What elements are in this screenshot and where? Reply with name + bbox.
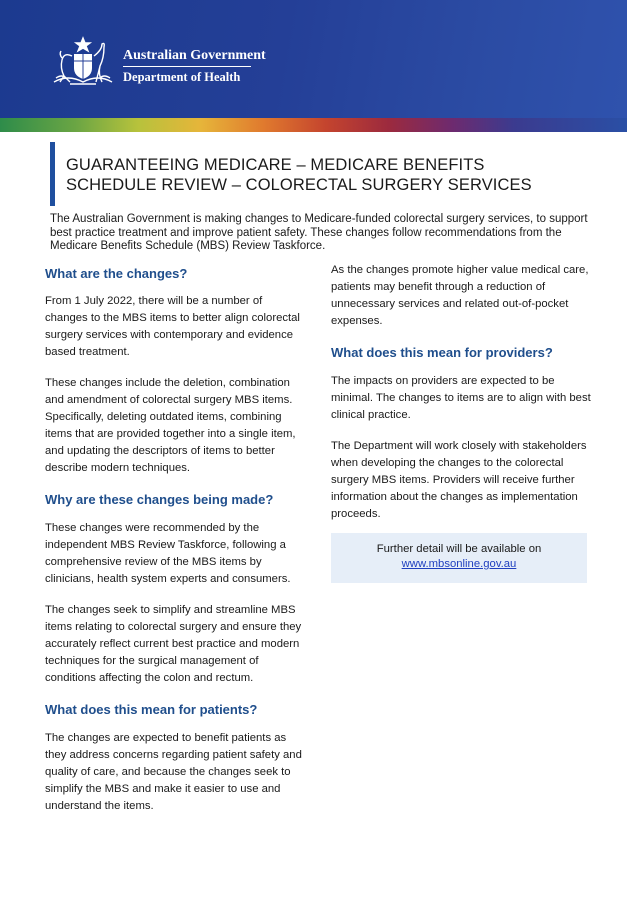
header-banner <box>0 0 627 118</box>
further-detail-callout <box>331 533 587 583</box>
providers-paragraph-1: The impacts on providers are expected to be minimal. The changes to items are to align with best clinical practice. <box>331 375 591 421</box>
heading-patients: What does this mean for patients? <box>45 702 258 717</box>
patients-paragraph-2: As the changes promote higher value medical care, patients may benefit through a reduction of unnecessary services and related out-of-pocket expenses. <box>331 264 589 327</box>
heading-why-changes: Why are these changes being made? <box>45 492 274 507</box>
intro-paragraph: The Australian Government is making changes to Medicare-funded colorectal surgery services, to support best practice treatment and improve patient safety. These changes follow recommendations from the Medicare Benefits Schedule (MBS) Review Taskforce. <box>50 213 588 252</box>
right-column <box>331 262 593 523</box>
why-paragraph-2: The changes seek to simplify and streamline MBS items relating to colorectal surgery and ensure they accurately reflect current best practice and modern techniques for the surgical management of conditions affecting the colon and rectum. <box>45 604 302 684</box>
header-divider <box>123 66 251 67</box>
page-title <box>66 155 606 195</box>
patients-paragraph-1: The changes are expected to benefit patients as they address concerns regarding patient safety and quality of care, and because the changes seek to simplify the MBS and make it easier to use and understand the items. <box>45 732 302 812</box>
department-name: Department of Health <box>123 70 241 84</box>
title-accent-bar <box>50 142 55 206</box>
page-title-line-2: SCHEDULE REVIEW – COLORECTAL SURGERY SERVICES <box>66 176 532 194</box>
mbsonline-link[interactable]: www.mbsonline.gov.au <box>401 558 517 570</box>
changes-paragraph-2: These changes include the deletion, combination and amendment of colorectal surgery MBS items. Specifically, deleting outdated items, combining items that are provided together into a single item, and updating the descriptors of items to better describe modern techniques. <box>45 377 296 474</box>
changes-paragraph-1: From 1 July 2022, there will be a number of changes to the MBS items to better align colorectal surgery services with contemporary and evidence based treatment. <box>45 295 300 358</box>
government-name: Australian Government <box>123 48 266 63</box>
left-column <box>45 266 307 815</box>
why-paragraph-1: These changes were recommended by the independent MBS Review Taskforce, following a comprehensive review of the MBS items by clinicians, health system experts and consumers. <box>45 522 291 585</box>
page-title-line-1: GUARANTEEING MEDICARE – MEDICARE BENEFITS <box>66 156 485 174</box>
callout-text: Further detail will be available on <box>376 543 542 555</box>
providers-paragraph-2: The Department will work closely with stakeholders when developing the changes to the colorectal surgery MBS items. Providers will receive further information about the changes as implementation proceeds. <box>331 440 587 520</box>
coat-of-arms-icon <box>50 36 116 88</box>
heading-providers: What does this mean for providers? <box>331 345 553 360</box>
heading-what-are-the-changes: What are the changes? <box>45 266 188 281</box>
decorative-color-band <box>0 118 627 132</box>
